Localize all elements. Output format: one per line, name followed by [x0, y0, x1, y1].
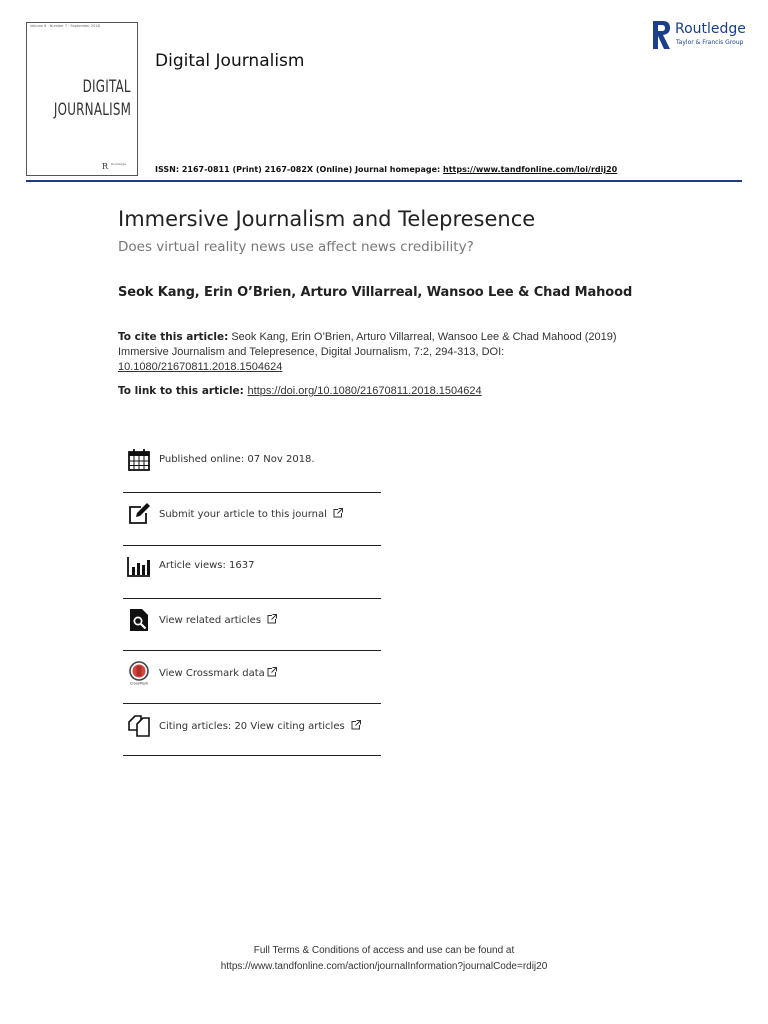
row-divider: [123, 650, 381, 651]
publisher-group: Taylor & Francis Group: [676, 39, 744, 46]
citing-icon: [127, 714, 151, 738]
row-divider: [123, 598, 381, 599]
citing-articles-link[interactable]: [159, 720, 361, 732]
related-articles-row[interactable]: [123, 600, 381, 640]
submit-article-text: Submit your article to this journal: [159, 509, 327, 520]
header-divider: [26, 180, 742, 182]
cover-publisher-text: Routledge: [111, 162, 127, 166]
external-link-icon: [351, 720, 361, 730]
row-divider: [123, 755, 381, 756]
related-articles-text: View related articles: [159, 615, 262, 626]
crossmark-row[interactable]: [123, 653, 381, 693]
published-online-text: Published online: 07 Nov 2018.: [159, 454, 315, 465]
cite-doi-link[interactable]: 10.1080/21670811.2018.1504624: [118, 361, 283, 373]
crossmark-link[interactable]: [159, 667, 277, 679]
cover-volume-line: Volume 8 · Number 7 · September 2018: [30, 24, 100, 28]
article-views-text: Article views: 1637: [159, 560, 255, 571]
routledge-logo[interactable]: [652, 20, 748, 52]
published-online-row: [123, 440, 381, 480]
row-divider: [123, 703, 381, 704]
article-title: Immersive Journalism and Telepresence: [118, 207, 536, 231]
footer: [0, 943, 768, 975]
external-link-icon: [267, 614, 277, 624]
footer-terms-text: Full Terms & Conditions of access and use can be found at: [253, 945, 515, 956]
publisher-name: Routledge: [675, 21, 746, 37]
calendar-icon: [127, 448, 151, 472]
search-document-icon: [127, 608, 151, 632]
submit-article-row[interactable]: [123, 494, 381, 534]
routledge-r-icon: [652, 20, 672, 50]
bar-chart-icon: [127, 554, 151, 578]
cover-title-line-1: DIGITAL: [82, 77, 131, 97]
edit-icon: [127, 502, 151, 526]
row-divider: [123, 492, 381, 493]
citing-articles-text: Citing articles: 20 View citing articles: [159, 721, 345, 732]
cover-publisher-logo: [102, 162, 134, 172]
journal-cover: [26, 22, 138, 176]
external-link-icon: [333, 508, 343, 518]
article-link-line: [118, 385, 482, 397]
article-doi-link[interactable]: https://doi.org/10.1080/21670811.2018.1504624: [247, 385, 482, 397]
submit-article-link[interactable]: [159, 508, 343, 520]
crossmark-icon: [127, 661, 151, 685]
article-views-row: [123, 546, 381, 586]
journal-title: Digital Journalism: [155, 51, 305, 71]
issn-line: [155, 165, 617, 174]
external-link-icon: [267, 667, 277, 677]
journal-homepage-link[interactable]: https://www.tandfonline.com/loi/rdij20: [443, 165, 618, 174]
cite-text: Seok Kang, Erin O’Brien, Arturo Villarreal, Wansoo Lee & Chad Mahood (2019) Immersive Journalism and Telepresence, Digital Journalism, 7:2, 294-313, DOI:: [118, 331, 617, 358]
footer-terms-link[interactable]: https://www.tandfonline.com/action/journalInformation?journalCode=rdij20: [220, 961, 548, 972]
related-articles-link[interactable]: [159, 614, 277, 626]
cover-publisher-mark: R: [102, 162, 109, 171]
svg-text:CrossMark: CrossMark: [129, 681, 149, 685]
crossmark-text: View Crossmark data: [159, 668, 265, 679]
citation-block: [118, 330, 638, 375]
link-label: To link to this article:: [118, 385, 248, 397]
cite-label: To cite this article:: [118, 331, 229, 343]
article-subtitle: Does virtual reality news use affect news credibility?: [118, 239, 474, 255]
article-authors: Seok Kang, Erin O’Brien, Arturo Villarreal, Wansoo Lee & Chad Mahood: [118, 285, 633, 300]
issn-text: ISSN: 2167-0811 (Print) 2167-082X (Online) Journal homepage:: [155, 165, 444, 174]
citing-articles-row[interactable]: [123, 706, 381, 746]
cover-title-line-2: JOURNALISM: [53, 100, 131, 120]
